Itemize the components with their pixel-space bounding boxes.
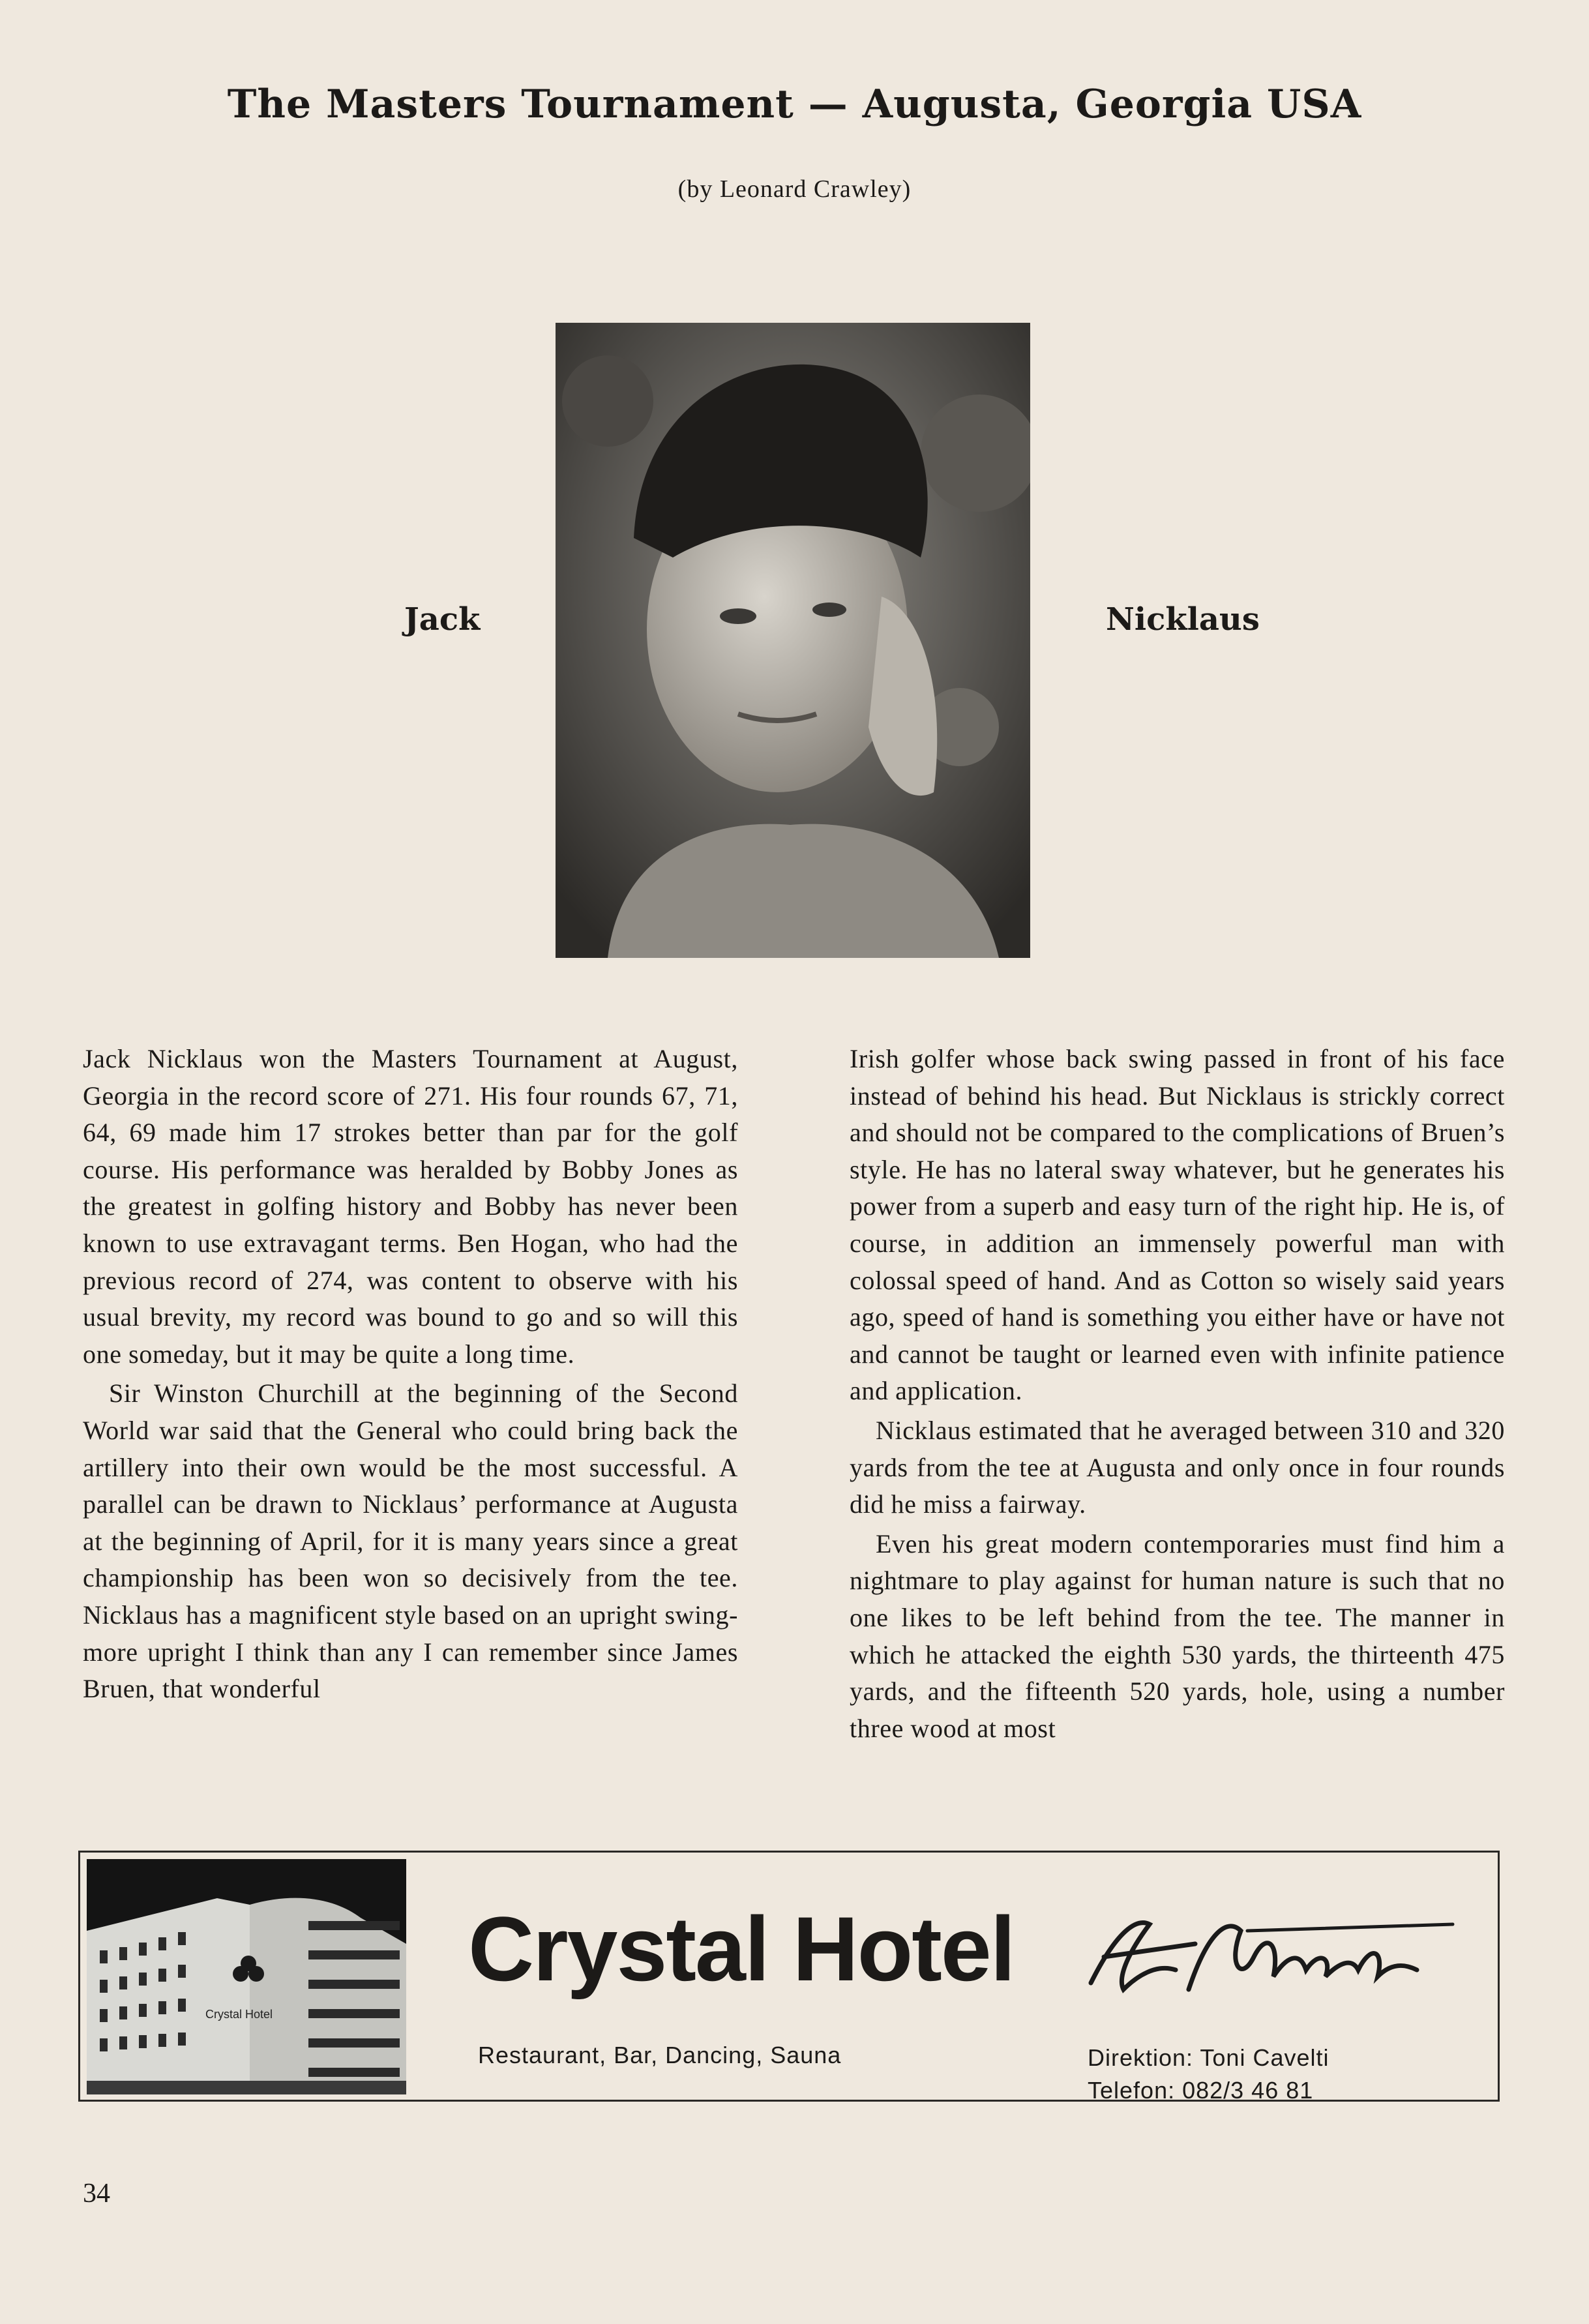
article-column-left <box>83 1041 738 1710</box>
hotel-director: Direktion: Toni Cavelti <box>1088 2044 1329 2071</box>
article-title: The Masters Tournament — Augusta, Georgia USA <box>227 82 1362 127</box>
hotel-sign: Crystal Hotel <box>205 2008 273 2021</box>
article-byline: (by Leonard Crawley) <box>677 175 912 203</box>
paragraph: Jack Nicklaus won the Masters Tournament at August, Georgia in the record score of 271. His four rounds 67, 71, 64, 69 made him 17 strokes better than par for the golf course. His performance was heralded by Bobby Jones as the greatest in golfing history and Bobby has never been known to use extravagant terms. Ben Hogan, who had the previous record of 274, was content to observe with his usual brevity, my record was bound to go and so will this one someday, but it may be quite a long time. <box>83 1044 738 1369</box>
portrait-photo <box>556 323 1030 958</box>
hotel-services: Restaurant, Bar, Dancing, Sauna <box>478 2042 842 2068</box>
article-column-right <box>850 1041 1505 1750</box>
hotel-advertisement <box>78 1851 1500 2102</box>
hotel-phone: Telefon: 082/3 46 81 <box>1088 2077 1314 2104</box>
hotel-name: Crystal Hotel <box>468 1898 1015 2000</box>
page-number: 34 <box>83 2179 110 2209</box>
hotel-contact <box>1088 2042 1329 2107</box>
paragraph: Irish golfer whose back swing passed in front of his face instead of behind his head. But Nicklaus is strickly correct and should not be compared to the complications of Bruen’s style. He has no lateral sway whatever, but he generates his power from a superb and easy turn of the right hip. He is, of course, in addition an immensely powerful man with colossal speed of hand. And as Cotton so wisely said years ago, speed of hand is something you either have or have not and cannot be taught or learned even with infinite patience and application. <box>850 1044 1505 1406</box>
paragraph: Nicklaus estimated that he averaged between 310 and 320 yards from the tee at Augusta and only once in four rounds did he miss a fairway. <box>850 1415 1505 1519</box>
paragraph: Sir Winston Churchill at the beginning of the Second World war said that the General who could bring back the artillery into their own would be the most successful. A parallel can be drawn to Nicklaus’ performance at Augusta at the beginning of April, for it is many years since a great championship has been won so decisively from the tee. Nicklaus has a magnificent style based on an upright swing-more upright I think than any I can remember since James Bruen, that wonderful <box>83 1378 738 1704</box>
paragraph: Even his great modern contemporaries must find him a nightmare to play against for human nature is such that no one likes to be left behind from the tee. The manner in which he attacked the eighth 530 yards, the thirteenth 475 yards, and the fifteenth 520 yards, hole, using a number three wood at most <box>850 1528 1505 1743</box>
st-moritz-signature <box>1078 1905 1456 2009</box>
photo-caption-last-name: Nicklaus <box>1106 601 1260 638</box>
hotel-building-photo <box>87 1859 406 2094</box>
photo-caption-first-name: Jack <box>404 601 481 638</box>
